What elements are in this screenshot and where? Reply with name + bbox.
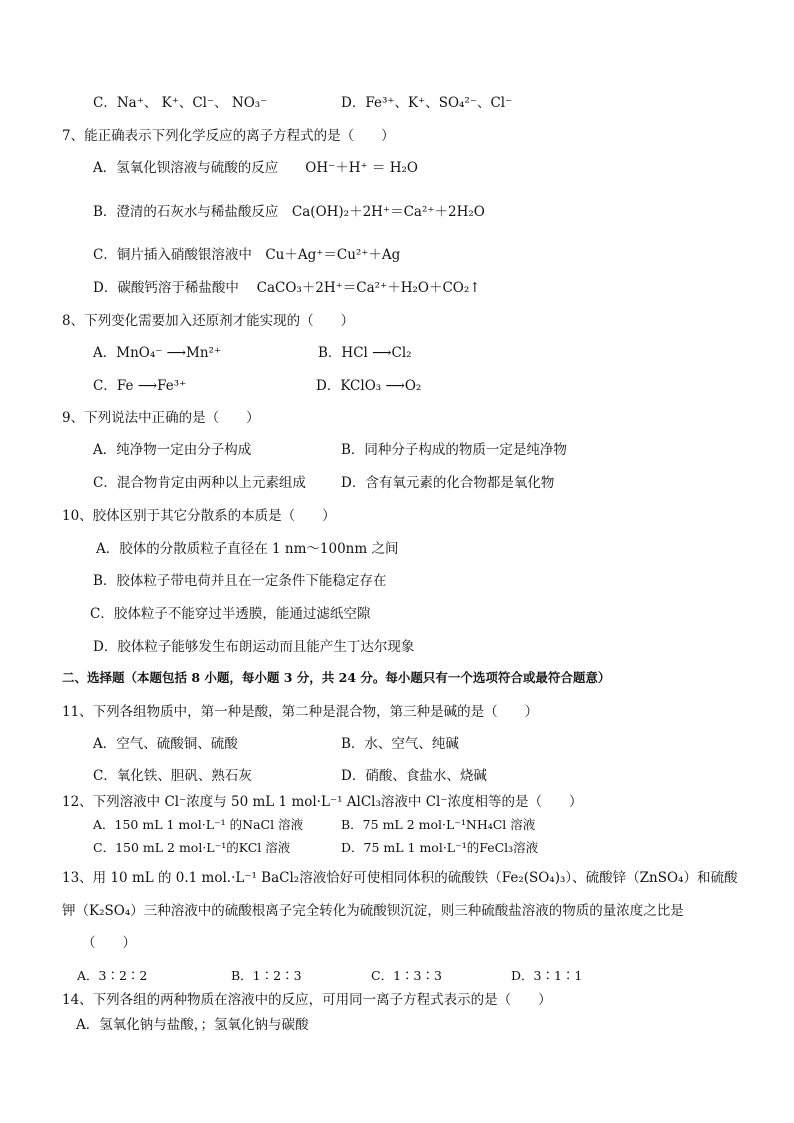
q12-option-d: D．75 mL 1 mol·L⁻¹的FeCl₃溶液: [341, 840, 539, 855]
q9-option-d: D．含有氧元素的化合物都是氧化物: [341, 475, 555, 491]
q8-stem: 8、下列变化需要加入还原剂才能实现的（ ）: [62, 313, 355, 329]
q14-option-a: A．氢氧化钠与盐酸，；氢氧化钠与碳酸: [76, 1017, 309, 1033]
q6-option-c: C．Na⁺、 K⁺、Cl⁻、 NO₃⁻: [93, 95, 268, 111]
q12-option-c: C．150 mL 2 mol·L⁻¹的KCl 溶液: [93, 840, 291, 855]
section-2-heading: 二、选择题（本题包括 8 小题，每小题 3 分，共 24 分。每小题只有一个选项符合或最符合题意）: [62, 670, 611, 685]
q13-stem-line-3: （ ）: [82, 935, 136, 951]
q8-option-d: D．KClO₃ ⟶O₂: [316, 378, 422, 394]
q9-option-b: B．同种分子构成的物质一定是纯净物: [341, 442, 567, 458]
q8-option-a: A．MnO₄⁻ ⟶Mn²⁺: [93, 345, 222, 361]
q13-option-a: A．3∶2∶2: [77, 968, 148, 983]
q9-stem: 9、下列说法中正确的是（ ）: [62, 410, 260, 426]
q10-stem: 10、胶体区别于其它分散系的本质是（ ）: [62, 508, 336, 524]
q9-option-c: C．混合物肯定由两种以上元素组成: [93, 475, 306, 491]
q10-option-a: A．胶体的分散质粒子直径在 1 nm～100nm 之间: [96, 541, 399, 557]
q13-option-d: D．3∶1∶1: [511, 968, 583, 983]
q7-stem: 7、能正确表示下列化学反应的离子方程式的是（ ）: [62, 128, 395, 144]
q10-option-d: D．胶体粒子能够发生布朗运动而且能产生丁达尔现象: [93, 639, 415, 655]
q10-option-c: C．胶体粒子不能穿过半透膜，能通过滤纸空隙: [90, 606, 371, 622]
q13-option-b: B．1∶2∶3: [231, 968, 302, 983]
q9-option-a: A．纯净物一定由分子构成: [93, 442, 252, 458]
q7-option-b: B．澄清的石灰水与稀盐酸反应 Ca(OH)₂＋2H⁺＝Ca²⁺＋2H₂O: [93, 204, 485, 220]
q10-option-b: B．胶体粒子带电荷并且在一定条件下能稳定存在: [93, 573, 387, 589]
q6-option-d: D．Fe³⁺、K⁺、SO₄²⁻、Cl⁻: [341, 95, 513, 111]
q11-option-b: B．水、空气、纯碱: [341, 736, 459, 752]
q11-option-d: D．硝酸、食盐水、烧碱: [341, 768, 487, 784]
q8-option-b: B．HCl ⟶Cl₂: [318, 345, 412, 361]
q14-stem: 14、下列各组的两种物质在溶液中的反应，可用同一离子方程式表示的是（ ）: [62, 992, 552, 1008]
q12-option-a: A．150 mL 1 mol·L⁻¹ 的NaCl 溶液: [93, 817, 304, 832]
q11-stem: 11、下列各组物质中，第一种是酸，第二种是混合物，第三种是碱的是（ ）: [62, 704, 539, 720]
q8-option-c: C．Fe ⟶Fe³⁺: [93, 378, 187, 394]
q13-stem-line-2: 钾（K₂SO₄）三种溶液中的硫酸根离子完全转化为硫酸钡沉淀，则三种硫酸盐溶液的物质的量浓度之比是: [62, 903, 684, 919]
q7-option-d: D．碳酸钙溶于稀盐酸中 CaCO₃＋2H⁺＝Ca²⁺＋H₂O＋CO₂↑: [93, 280, 481, 296]
q12-option-b: B．75 mL 2 mol·L⁻¹NH₄Cl 溶液: [341, 817, 536, 832]
q7-option-c: C．铜片插入硝酸银溶液中 Cu＋Ag⁺＝Cu²⁺＋Ag: [93, 247, 401, 263]
q12-stem: 12、下列溶液中 Cl⁻浓度与 50 mL 1 mol·L⁻¹ AlCl₃溶液中 Cl⁻浓度相等的是（ ）: [62, 794, 583, 810]
q13-option-c: C．1∶3∶3: [371, 968, 442, 983]
q7-option-a: A．氢氧化钡溶液与硫酸的反应 OH⁻＋H⁺ ＝ H₂O: [93, 160, 418, 176]
q11-option-c: C．氧化铁、胆矾、熟石灰: [93, 768, 252, 784]
q11-option-a: A．空气、硫酸铜、硫酸: [93, 736, 238, 752]
q13-stem-line-1: 13、用 10 mL 的 0.1 mol.·L⁻¹ BaCl₂溶液恰好可使相同体积的硫酸铁（Fe₂(SO₄)₃）、硫酸锌（ZnSO₄）和硫酸: [62, 870, 738, 886]
